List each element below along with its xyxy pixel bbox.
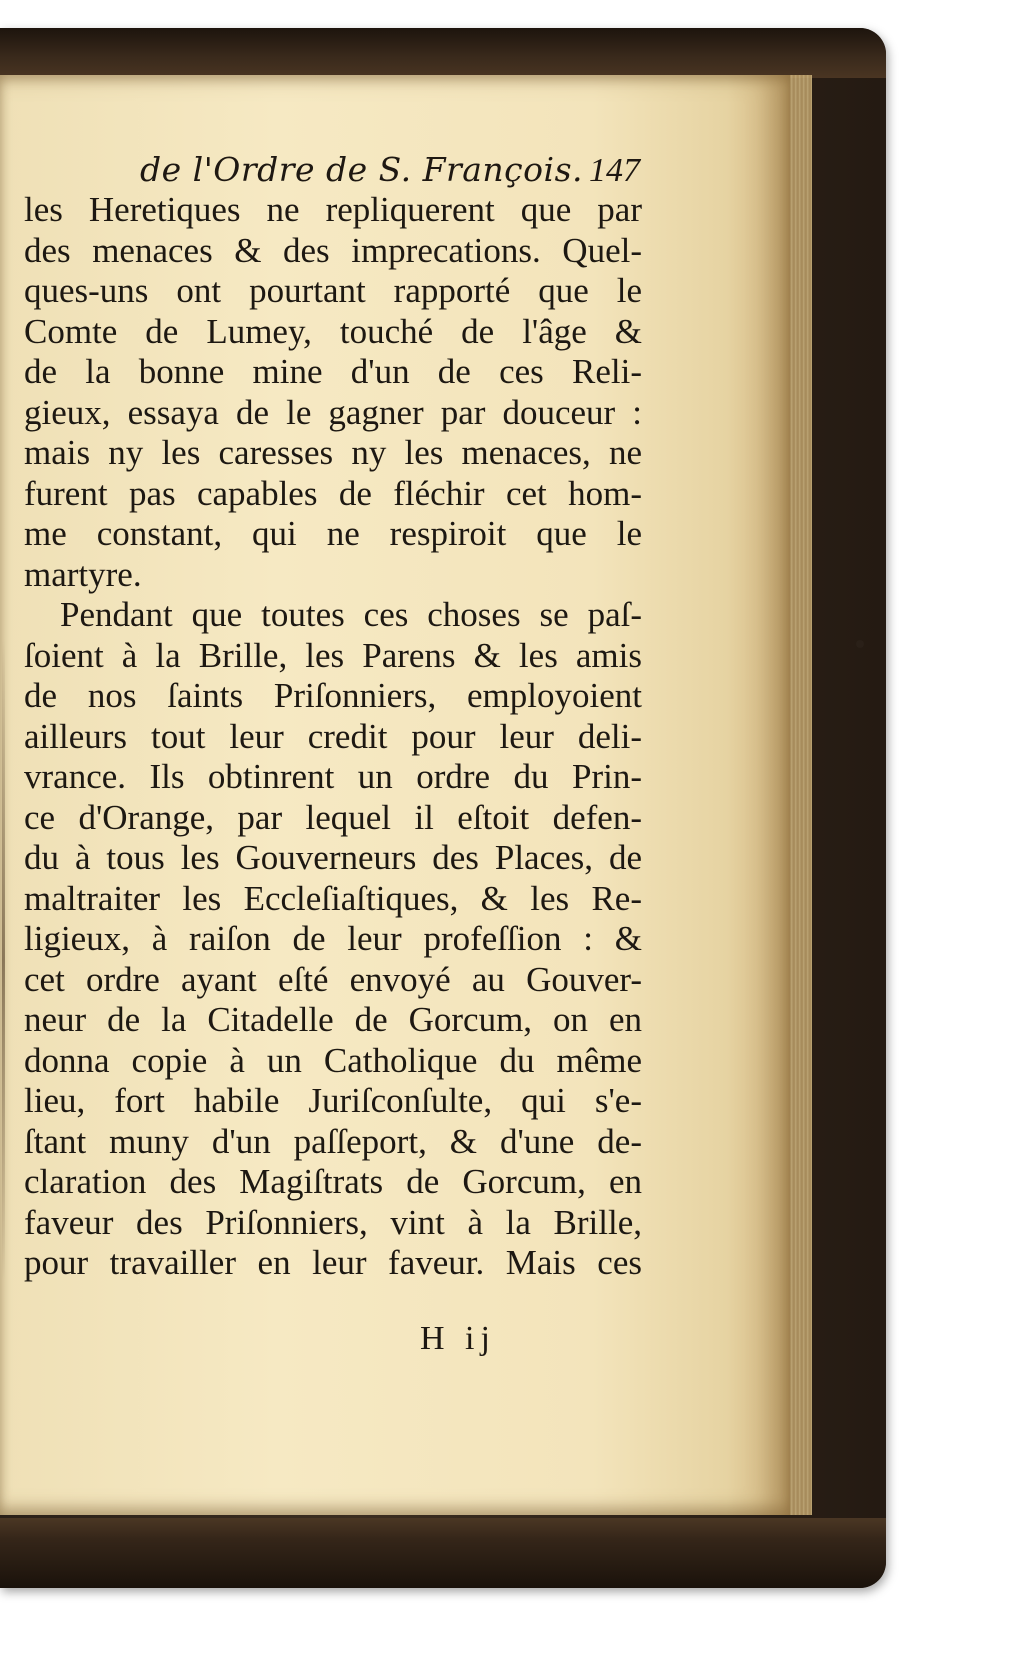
text-line: martyre.	[24, 554, 142, 594]
margin-spot	[856, 640, 864, 648]
text-line: Comte de Lumey, touché de l'âge &	[24, 311, 642, 351]
text-line: me constant, qui ne respiroit que le	[24, 514, 642, 553]
text-line: Pendant que toutes ces choses se paſ-	[60, 595, 642, 634]
text-line: ſtant muny d'un paſſeport, & d'une de-	[24, 1121, 642, 1161]
signature-mark: H ij	[420, 1320, 496, 1357]
text-line: donna copie à un Catholique du même	[24, 1040, 642, 1080]
text-line: gieux, essaya de le gagner par douceur :	[24, 392, 642, 432]
text-line: les Heretiques ne repliquerent que par	[24, 190, 642, 229]
cover-bottom-edge	[0, 1518, 886, 1588]
text-line: cet ordre ayant eſté envoyé au Gouver-	[24, 959, 642, 999]
running-title: de l'Ordre de S. François.	[140, 150, 583, 189]
text-line: vrance. Ils obtinrent un ordre du Prin-	[24, 757, 642, 796]
text-line: mais ny les caresses ny les menaces, ne	[24, 433, 642, 472]
text-line: de nos ſaints Priſonniers, employoient	[24, 676, 642, 715]
text-line: maltraiter les Eccleſiaſtiques, & les Re-	[24, 878, 642, 918]
text-line: faveur des Priſonniers, vint à la Brille,	[24, 1202, 642, 1242]
text-line: ailleurs tout leur credit pour leur deli-	[24, 716, 642, 756]
text-line: ſoient à la Brille, les Parens & les amis	[24, 635, 642, 675]
text-line: des menaces & des imprecations. Quel-	[24, 230, 642, 270]
cover-top-edge	[0, 28, 886, 78]
text-line: lieu, fort habile Juriſconſulte, qui s'e-	[24, 1081, 642, 1120]
page-number: 147	[589, 152, 640, 189]
text-line: ce d'Orange, par lequel il eſtoit defen-	[24, 797, 642, 837]
text-line: neur de la Citadelle de Gorcum, on en	[24, 1000, 642, 1039]
text-line: furent pas capables de fléchir cet hom-	[24, 473, 642, 513]
gutter-shadow	[2, 640, 5, 1280]
text-line: claration des Magiſtrats de Gorcum, en	[24, 1162, 642, 1201]
text-line: de la bonne mine d'un de ces Reli-	[24, 352, 642, 391]
text-line: ques-uns ont pourtant rapporté que le	[24, 271, 642, 310]
body-text	[24, 190, 642, 1284]
text-line: du à tous les Gouverneurs des Places, de	[24, 838, 642, 877]
text-line: ligieux, à raiſon de leur profeſſion : &	[24, 919, 642, 958]
text-line: pour travailler en leur faveur. Mais ces	[24, 1243, 642, 1282]
